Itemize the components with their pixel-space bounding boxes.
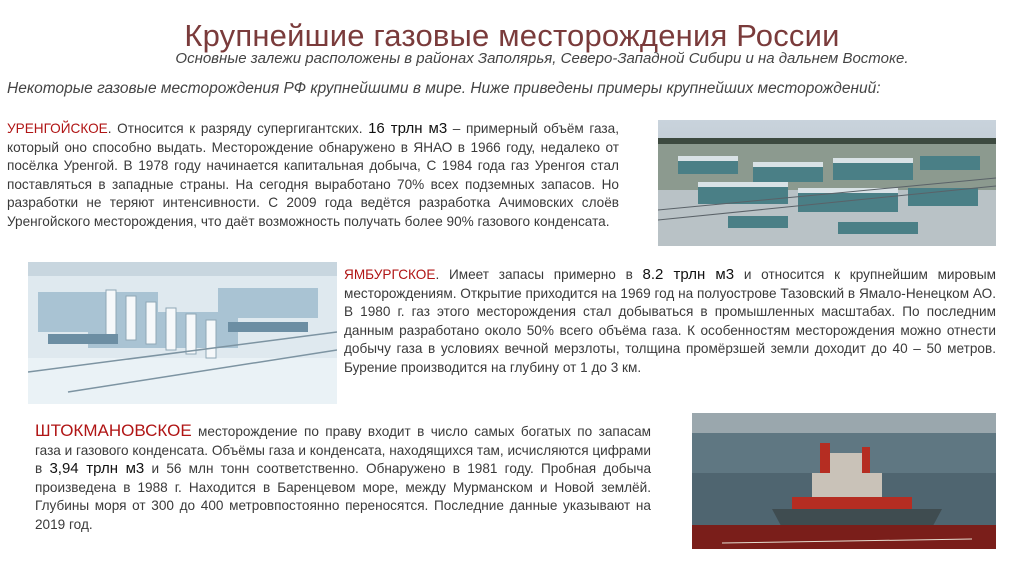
- page-subtitle: Основные залежи расположены в районах Заполярья, Северо-Западной Сибири и на дальнем Востоке.: [175, 50, 909, 67]
- shtokman-text-1: месторождение по праву входит в число самых богатых по запасам газа и газового конденсата. Объёмы газа и конденсата, находящихся там, исчисляются цифрами в: [35, 424, 651, 477]
- yamburg-amount: 8.2 трлн м3: [642, 266, 735, 283]
- shtokman-amount: 3,94 трлн м3: [49, 460, 145, 478]
- page-title: Крупнейшие газовые месторождения России: [184, 18, 840, 53]
- urengoy-amount: 16 трлн м3: [368, 120, 448, 137]
- intro-text: Некоторые газовые месторождения РФ крупнейшими в мире. Ниже приведены примеры крупнейших месторождений:: [7, 80, 881, 97]
- urengoy-text-1: . Относится к разряду супергигантских.: [107, 121, 369, 136]
- urengoy-text-2: – примерный объём газа, который оно способно выдать. Месторождение обнаружено в ЯНАО в 1966 году, недалеко от посёлка Уренгой. В 1978 году начинается капитальная добыча, С 1984 года газ Уренгоя стал поставляться в западные страны. На сегодня выработано 70% всех подземных запасов. Но разработки не теряют интенсивности. С 2009 года ведётся разработка Ачимовских слоёв Уренгойского месторождения, что даёт возможность получать более 90% газового конденсата.: [7, 121, 619, 229]
- yamburg-paragraph: [344, 266, 996, 378]
- shtokman-name: ШТОКМАНОВСКОЕ: [35, 421, 192, 440]
- yamburg-text-1: . Имеет запасы примерно в: [435, 267, 643, 282]
- yamburg-plant-photo: [28, 262, 337, 404]
- shtokman-paragraph: [35, 422, 651, 535]
- shtokman-text-2: и 56 млн тонн соответственно. Обнаружено в 1981 году. Пробная добыча произведена в 1988 г. Находится в Баренцевом море, между Мурманском и Новой землёй. Глубины моря от 300 до 400 метровпостоянно переносятся. Последние данные указывают на 2019 год.: [35, 461, 651, 532]
- shtokman-vessel-photo: [692, 413, 996, 549]
- urengoy-paragraph: [7, 120, 619, 232]
- urengoy-plant-photo: [658, 120, 996, 246]
- yamburg-text-2: и относится к крупнейшим мировым месторождениям. Открытие приходится на 1969 год на полуострове Тазовский в Ямало-Ненецком АО. В 1980 г. газ этого месторождения стал добываться в промышленных масштабах. По последним данным разработано около 50% всего объёма газа. К особенностям месторождения можно отнести добычу газа в условиях вечной мерзлоты, толщина промёрзшей земли доходит до 40 – 50 метров. Бурение производится на глубину от 1 до 3 км.: [344, 267, 996, 375]
- yamburg-name: ЯМБУРГСКОЕ: [344, 267, 436, 282]
- urengoy-name: УРЕНГОЙСКОЕ: [7, 121, 108, 136]
